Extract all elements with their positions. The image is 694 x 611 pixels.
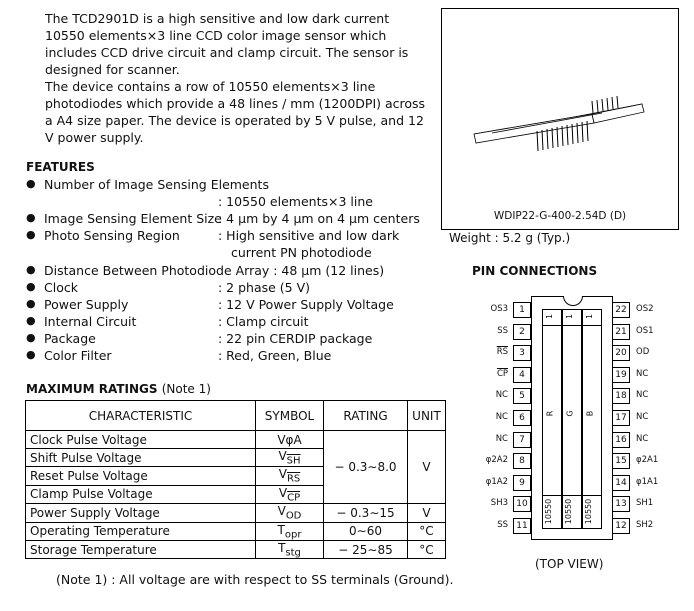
feature-value: : High sensitive and low dark bbox=[218, 228, 400, 243]
pin-number-left: 3 bbox=[513, 345, 531, 361]
ratings-note-ref: (Note 1) bbox=[161, 382, 211, 396]
cell-characteristic: Operating Temperature bbox=[26, 522, 256, 540]
pin-name-left: NC bbox=[495, 433, 508, 444]
top-view-label: (TOP VIEW) bbox=[535, 557, 604, 571]
bullet-icon: ● bbox=[26, 297, 36, 310]
cell-symbol: $T_{opr}$ bbox=[256, 522, 324, 540]
bullet-icon: ● bbox=[26, 314, 36, 327]
feature-value: : 12 V Power Supply Voltage bbox=[218, 297, 394, 312]
cell-characteristic: Power Supply Voltage bbox=[26, 504, 256, 522]
channel-g bbox=[562, 309, 582, 529]
cell-characteristic: Shift Pulse Voltage bbox=[26, 449, 256, 467]
col-header: UNIT bbox=[408, 401, 446, 431]
pin-number-right: 15 bbox=[612, 453, 630, 469]
channel-r-start: 1 bbox=[545, 313, 555, 320]
bullet-icon: ● bbox=[26, 280, 36, 293]
cell-rating: − 0.3∼8.0 bbox=[324, 431, 408, 504]
bullet-icon: ● bbox=[26, 177, 36, 190]
pin-number-left: 6 bbox=[513, 410, 531, 426]
cell-characteristic: Clock Pulse Voltage bbox=[26, 431, 256, 449]
feature-value: current PN photodiode bbox=[231, 245, 372, 260]
pin-name-right: OS2 bbox=[636, 304, 654, 314]
package-weight: Weight : 5.2 g (Typ.) bbox=[449, 231, 571, 245]
feature-label: Package bbox=[44, 331, 96, 346]
channel-b-label: B bbox=[585, 410, 595, 417]
cell-rating: − 25∼85 bbox=[324, 540, 408, 558]
package-image bbox=[441, 8, 679, 230]
pin-number-left: 7 bbox=[513, 432, 531, 448]
features-heading: FEATURES bbox=[26, 160, 95, 174]
feature-label: Photo Sensing Region bbox=[44, 228, 180, 243]
feature-label: Internal Circuit bbox=[44, 314, 137, 329]
pin-number-right: 14 bbox=[612, 475, 630, 491]
channel-g-label: G bbox=[565, 410, 575, 417]
cerdip-package-drawing bbox=[442, 9, 678, 209]
cell-symbol: $V_{OD}$ bbox=[256, 504, 324, 522]
channel-b-end: 10550 bbox=[584, 498, 594, 525]
bullet-icon: ● bbox=[26, 348, 36, 361]
channel-r bbox=[542, 309, 562, 529]
pin-name-right: OS1 bbox=[636, 325, 654, 336]
feature-value: : 10550 elements×3 line bbox=[218, 194, 373, 209]
pin-name-right: φ2A1 bbox=[636, 455, 659, 466]
feature-value: : Clamp circuit bbox=[218, 314, 309, 329]
chip-outline bbox=[531, 296, 613, 540]
pin-number-right: 21 bbox=[612, 324, 630, 340]
feature-value: : 4 μm by 4 μm on 4 μm centers bbox=[218, 211, 420, 226]
cell-symbol: $V_{\overline{SH}}$ bbox=[256, 449, 324, 467]
channel-r-label: R bbox=[545, 410, 555, 417]
sensor-array bbox=[542, 309, 602, 529]
pin-name-right: SH2 bbox=[636, 520, 654, 530]
pin-name-right: OD bbox=[636, 347, 650, 358]
pin-name-left: SS bbox=[497, 325, 508, 336]
channel-g-end: 10550 bbox=[564, 498, 574, 525]
voltage-note: (Note 1) : All voltage are with respect to SS terminals (Ground). bbox=[56, 572, 454, 587]
pin-number-right: 20 bbox=[612, 345, 630, 361]
pin-name-left: NC bbox=[495, 390, 508, 401]
channel-r-end: 10550 bbox=[544, 498, 554, 525]
bullet-icon: ● bbox=[26, 331, 36, 344]
pin-number-left: 8 bbox=[513, 453, 531, 469]
pin-name-left: NC bbox=[495, 412, 508, 422]
pin-number-right: 18 bbox=[612, 388, 630, 404]
feature-label: Clock bbox=[44, 280, 78, 295]
pin-number-left: 10 bbox=[513, 496, 531, 512]
pin-name-left: φ2A2 bbox=[485, 455, 508, 466]
cell-rating: 0∼60 bbox=[324, 522, 408, 540]
pin-name-left: SH3 bbox=[490, 498, 508, 509]
pin-connections-heading: PIN CONNECTIONS bbox=[472, 264, 598, 278]
pin-name-left: SS bbox=[497, 520, 508, 530]
pin-number-left: 4 bbox=[513, 367, 531, 383]
pin-name-right: NC bbox=[636, 390, 649, 401]
feature-label: Color Filter bbox=[44, 348, 112, 363]
pin-number-left: 2 bbox=[513, 324, 531, 340]
channel-g-start: 1 bbox=[565, 313, 575, 320]
cell-unit: V bbox=[408, 504, 446, 522]
cell-unit: V bbox=[408, 431, 446, 504]
cell-symbol: $T_{stg}$ bbox=[256, 540, 324, 558]
pin-number-right: 16 bbox=[612, 432, 630, 448]
bullet-icon: ● bbox=[26, 263, 36, 276]
cell-symbol: VφA bbox=[256, 431, 324, 449]
pin-number-left: 11 bbox=[513, 518, 531, 534]
pin-name-right: NC bbox=[636, 412, 649, 422]
pin-name-left: $\overline{CP}$ bbox=[496, 368, 508, 379]
pin-name-right: SH1 bbox=[636, 498, 654, 509]
intro-paragraph-1: The TCD2901D is a high sensitive and low dark current 10550 elements×3 line CCD color image sensor which includes CCD drive circuit and clamp circuit. The sensor is designed for scanner. bbox=[45, 11, 409, 77]
package-caption: WDIP22-G-400-2.54D (D) bbox=[493, 210, 627, 222]
feature-value: : 22 pin CERDIP package bbox=[218, 331, 373, 346]
pin-name-left: $\overline{RS}$ bbox=[496, 347, 508, 358]
pin-number-right: 12 bbox=[612, 518, 630, 534]
col-header: RATING bbox=[324, 401, 408, 431]
col-header: SYMBOL bbox=[256, 401, 324, 431]
cell-symbol: $V_{\overline{RS}}$ bbox=[256, 467, 324, 485]
feature-label: Distance Between Photodiode Array : 48 μm (12 lines) bbox=[44, 263, 385, 278]
pin-name-right: NC bbox=[636, 433, 649, 444]
intro-text bbox=[45, 10, 430, 146]
intro-paragraph-2: The device contains a row of 10550 elements×3 line photodiodes which provide a 48 lines / mm (1200DPI) across a A4 size paper. The device is operated by 5 V pulse, and 12 V power supply. bbox=[45, 79, 426, 145]
cell-characteristic: Storage Temperature bbox=[26, 540, 256, 558]
feature-label: Image Sensing Element Size bbox=[44, 211, 222, 226]
feature-value: : Red, Green, Blue bbox=[218, 348, 332, 363]
pin-name-left: φ1A2 bbox=[485, 476, 508, 487]
pin-number-right: 17 bbox=[612, 410, 630, 426]
pin-number-right: 19 bbox=[612, 367, 630, 383]
cell-characteristic: Reset Pulse Voltage bbox=[26, 467, 256, 485]
pin-name-right: NC bbox=[636, 368, 649, 379]
channel-b bbox=[582, 309, 602, 529]
pin-number-left: 1 bbox=[513, 302, 531, 318]
feature-label: Number of Image Sensing Elements bbox=[44, 177, 269, 192]
ratings-table bbox=[25, 400, 446, 559]
cell-characteristic: Clamp Pulse Voltage bbox=[26, 485, 256, 503]
bullet-icon: ● bbox=[26, 211, 36, 224]
pin-name-left: OS3 bbox=[490, 304, 508, 314]
pin-number-right: 22 bbox=[612, 302, 630, 318]
ratings-heading bbox=[26, 382, 211, 396]
pin-name-right: φ1A1 bbox=[636, 476, 659, 487]
feature-label: Power Supply bbox=[44, 297, 129, 312]
pin-number-left: 5 bbox=[513, 388, 531, 404]
cell-rating: − 0.3∼15 bbox=[324, 504, 408, 522]
col-header: CHARACTERISTIC bbox=[26, 401, 256, 431]
cell-symbol: $V_{\overline{CP}}$ bbox=[256, 485, 324, 503]
cell-unit: °C bbox=[408, 540, 446, 558]
cell-unit: °C bbox=[408, 522, 446, 540]
channel-b-start: 1 bbox=[585, 313, 595, 320]
pin-number-left: 9 bbox=[513, 475, 531, 491]
ratings-title: MAXIMUM RATINGS bbox=[26, 382, 158, 396]
bullet-icon: ● bbox=[26, 228, 36, 241]
feature-value: : 2 phase (5 V) bbox=[218, 280, 311, 295]
pin-number-right: 13 bbox=[612, 496, 630, 512]
chip-notch bbox=[563, 296, 583, 306]
